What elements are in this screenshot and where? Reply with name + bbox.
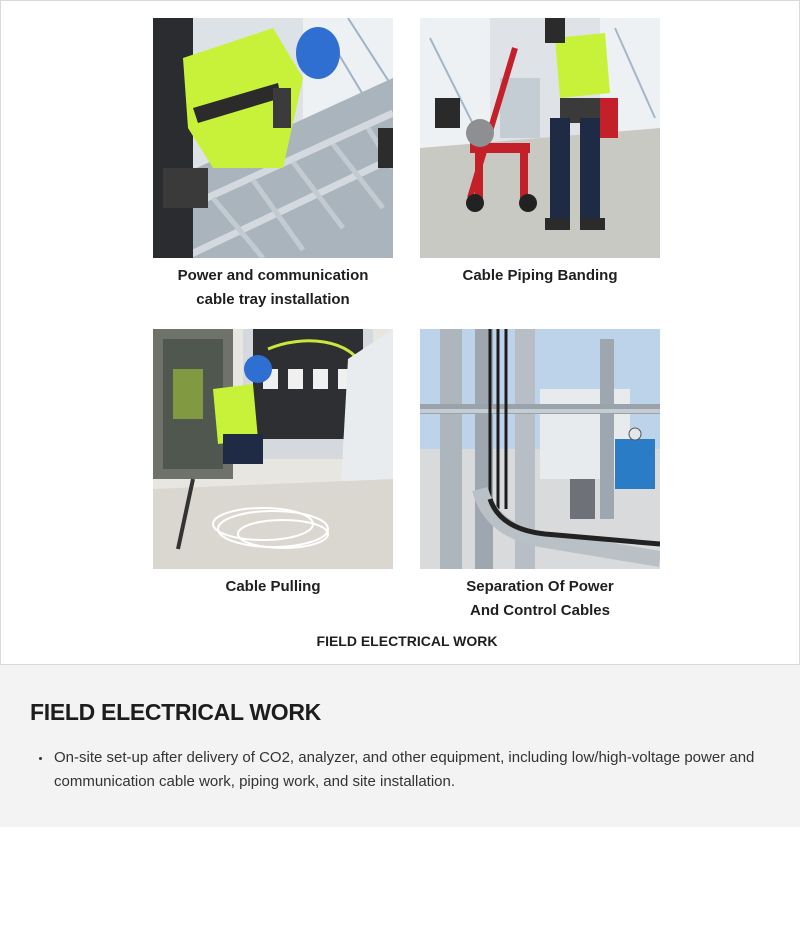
- worker-pulling-cable-photo: [153, 329, 393, 569]
- cable-trays-piping-photo: [420, 329, 660, 569]
- caption-line: cable tray installation: [196, 291, 350, 308]
- caption-line: Cable Pulling: [225, 578, 321, 595]
- caption-cable-pulling: [143, 575, 403, 599]
- bullet-text: On-site set-up after delivery of CO2, analyzer, and other equipment, including low/high-voltage power and communication cable work, piping work, and site installation.: [54, 749, 755, 790]
- bullet-icon: [39, 757, 42, 760]
- bullet-list: [30, 746, 770, 794]
- caption-cable-piping-banding: [410, 264, 670, 288]
- worker-installing-cable-tray-photo: [153, 18, 393, 258]
- caption-line: Separation Of Power: [466, 578, 614, 595]
- caption-line: Cable Piping Banding: [462, 267, 618, 284]
- list-item: [30, 746, 770, 794]
- figure-title: FIELD ELECTRICAL WORK: [316, 633, 498, 649]
- caption-line: And Control Cables: [469, 602, 610, 619]
- section-heading: FIELD ELECTRICAL WORK: [30, 699, 321, 725]
- field-electrical-work-section: [0, 665, 800, 827]
- caption-separation-of-cables: [410, 575, 670, 623]
- caption-cable-tray-installation: [143, 264, 403, 312]
- caption-line: Power and communication: [177, 267, 369, 284]
- worker-with-pipe-bender-photo: [420, 18, 660, 258]
